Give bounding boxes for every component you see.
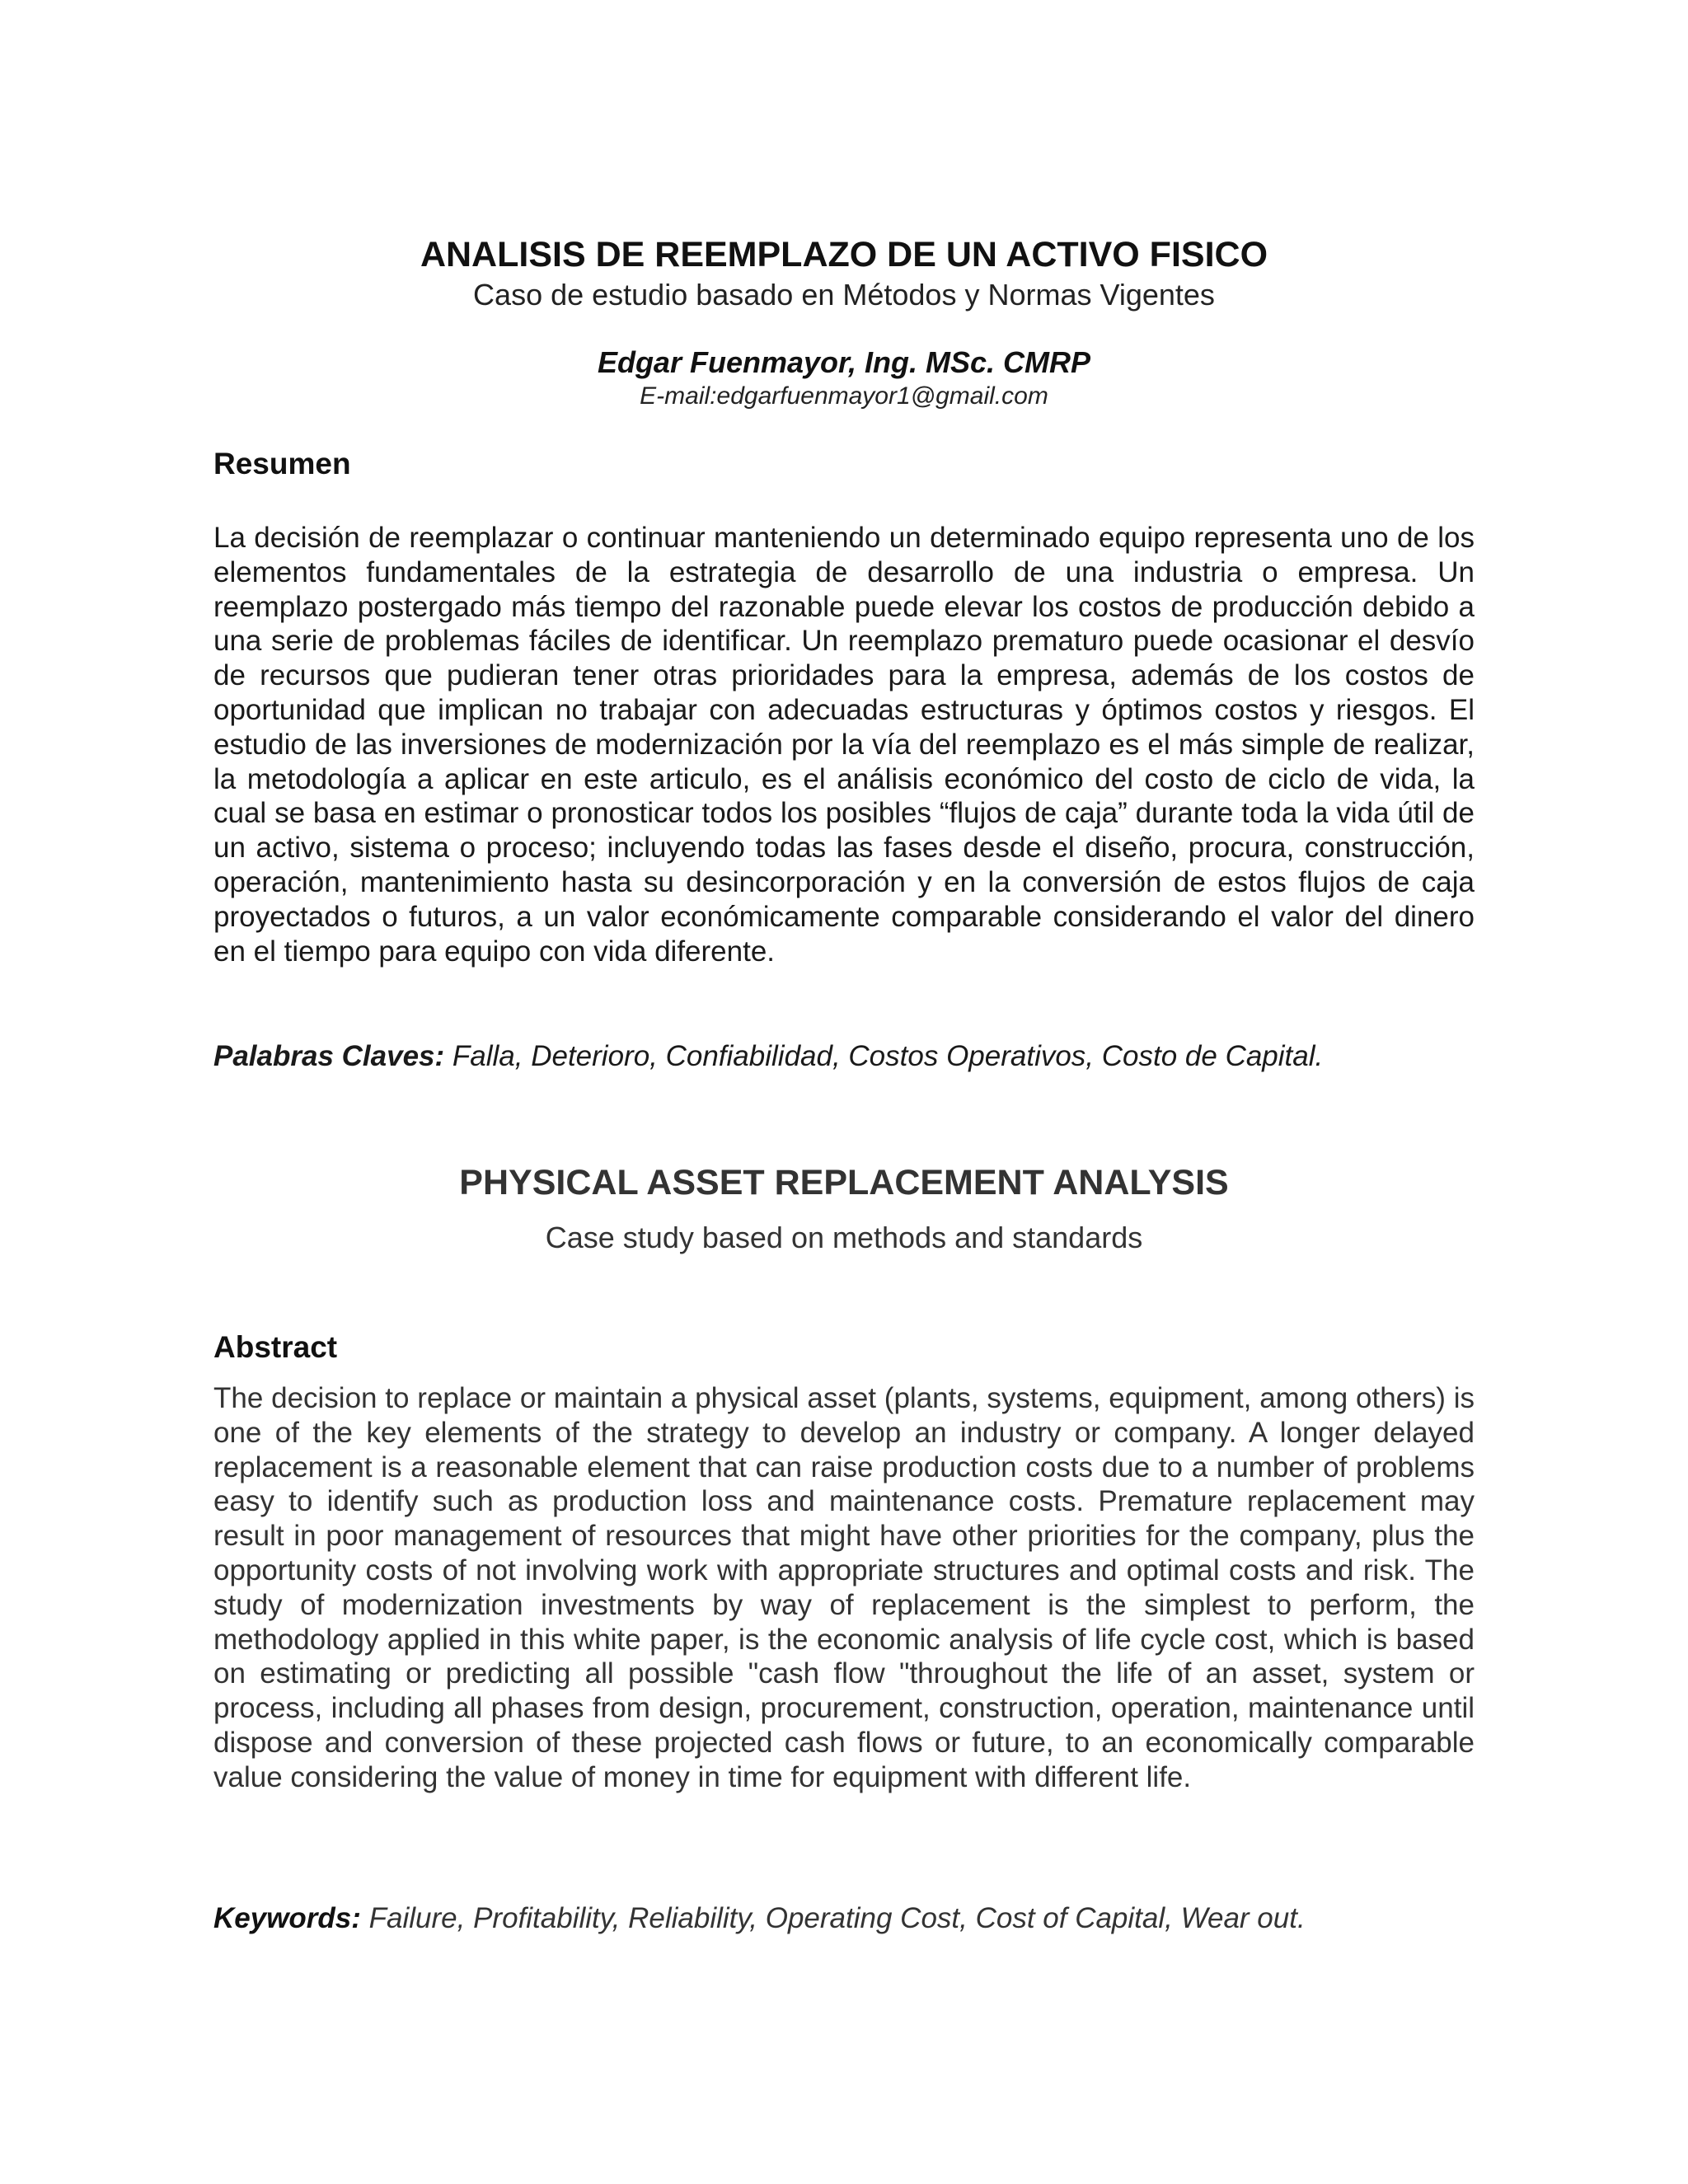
- keywords-label: Keywords:: [213, 1902, 361, 1934]
- resumen-heading: Resumen: [213, 447, 351, 480]
- spanish-title: ANALISIS DE REEMPLAZO DE UN ACTIVO FISICO: [420, 235, 1268, 274]
- keywords: [213, 1900, 1475, 1937]
- resumen-paragraph: La decisión de reemplazar o continuar manteniendo un determinado equipo representa uno de los elementos fundamentales de la estrategia de desarrollo de una industria o empresa. Un reemplazo postergado más tiempo del razonable puede elevar los costos de producción debido a una serie de problemas fáciles de identificar. Un reemplazo prematuro puede ocasionar el desvío de recursos que pudieran tener otras prioridades para la empresa, además de los costos de oportunidad que implican no trabajar con adecuadas estructuras y óptimos costos y riesgos. El estudio de las inversiones de modernización por la vía del reemplazo es el más simple de realizar, la metodología a aplicar en este articulo, es el análisis económico del costo de ciclo de vida, la cual se basa en estimar o pronosticar todos los posibles “flujos de caja” durante toda la vida útil de un activo, sistema o proceso; incluyendo todas las fases desde el diseño, procura, construcción, operación, mantenimiento hasta su desincorporación y en la conversión de estos flujos de caja proyectados o futuros, a un valor económicamente comparable considerando el valor del dinero en el tiempo para equipo con vida diferente.: [213, 522, 1475, 968]
- abstract-paragraph: The decision to replace or maintain a physical asset (plants, systems, equipment, among others) is one of the key elements of the strategy to develop an industry or company. A longer delayed replacement is a reasonable element that can raise production costs due to a number of problems easy to identify such as production loss and maintenance costs. Premature replacement may result in poor management of resources that might have other priorities for the company, plus the opportunity costs of not involving work with appropriate structures and optimal costs and risk. The study of modernization investments by way of replacement is the simplest to perform, the methodology applied in this white paper, is the economic analysis of life cycle cost, which is based on estimating or predicting all possible "cash flow "throughout the life of an asset, system or process, including all phases from design, procurement, construction, operation, maintenance until dispose and conversion of these projected cash flows or future, to an economically comparable value considering the value of money in time for equipment with different life.: [213, 1382, 1475, 1793]
- english-subtitle: Case study based on methods and standards: [545, 1221, 1143, 1254]
- author-email: E-mail:edgarfuenmayor1@gmail.com: [640, 382, 1048, 410]
- abstract-heading: Abstract: [213, 1330, 338, 1364]
- palabras-claves-list: Falla, Deterioro, Confiabilidad, Costos Operativos, Costo de Capital.: [444, 1040, 1324, 1072]
- english-title: PHYSICAL ASSET REPLACEMENT ANALYSIS: [459, 1163, 1229, 1202]
- author-name: Edgar Fuenmayor, Ing. MSc. CMRP: [597, 345, 1091, 379]
- palabras-claves: [213, 1038, 1475, 1075]
- palabras-claves-label: Palabras Claves:: [213, 1040, 445, 1072]
- keywords-list: Failure, Profitability, Reliability, Operating Cost, Cost of Capital, Wear out.: [360, 1902, 1306, 1934]
- spanish-subtitle: Caso de estudio basado en Métodos y Normas Vigentes: [473, 278, 1215, 312]
